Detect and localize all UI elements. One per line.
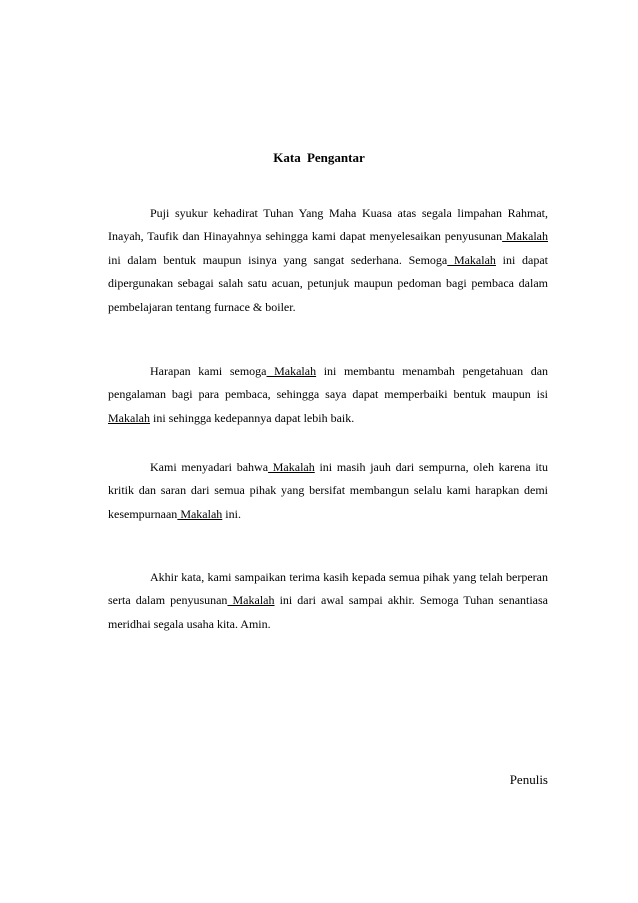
underlined-term: Makalah bbox=[268, 460, 315, 474]
text-run: ini dapat dipergunakan sebagai salah satu acuan, petunjuk maupun pedoman bagi pembaca dalam pembelajaran tentang furnace & boiler. bbox=[108, 252, 549, 314]
paragraph-3 bbox=[108, 456, 548, 526]
paragraph-4 bbox=[108, 566, 548, 636]
paragraph-1 bbox=[108, 202, 548, 319]
underlined-term: Makalah bbox=[266, 364, 317, 378]
text-run: Kami menyadari bahwa bbox=[150, 460, 269, 474]
text-run: ini membantu menambah pengetahuan dan pengalaman bagi para pembaca, sehingga saya dapat memperbaiki bentuk maupun isi bbox=[108, 364, 549, 402]
text-run: Puji syukur kehadirat Tuhan Yang Maha Kuasa atas segala limpahan Rahmat, Inayah, Taufik dan Hinayahnya sehingga kami dapat menyelesaikan penyusunan bbox=[108, 206, 548, 244]
text-run: ini masih jauh dari sempurna, oleh karena itu kritik dan saran dari semua pihak yang bersifat membangun selalu kami harapkan demi kesempurnaan bbox=[108, 460, 549, 521]
underlined-term: Makalah bbox=[177, 506, 223, 521]
text-run: ini sehingga kedepannya dapat lebih baik. bbox=[149, 410, 355, 425]
underlined-term: Makalah bbox=[108, 410, 150, 425]
underlined-term: Makalah bbox=[447, 252, 496, 267]
signature: Penulis bbox=[509, 772, 548, 787]
underlined-term: Makalah bbox=[502, 229, 548, 244]
page-title: Kata Pengantar bbox=[273, 150, 365, 165]
underlined-term: Makalah bbox=[227, 593, 275, 608]
text-run: Akhir kata, kami sampaikan terima kasih kepada semua pihak yang telah berperan serta dalam penyusunan bbox=[108, 570, 548, 608]
text-run: ini. bbox=[222, 506, 241, 521]
paragraph-2 bbox=[108, 360, 548, 430]
text-run: Harapan kami semoga bbox=[150, 364, 267, 378]
text-run: ini dari awal sampai akhir. Semoga Tuhan senantiasa meridhai segala usaha kita. Amin. bbox=[108, 593, 549, 631]
text-run: ini dalam bentuk maupun isinya yang sangat sederhana. Semoga bbox=[108, 252, 448, 267]
